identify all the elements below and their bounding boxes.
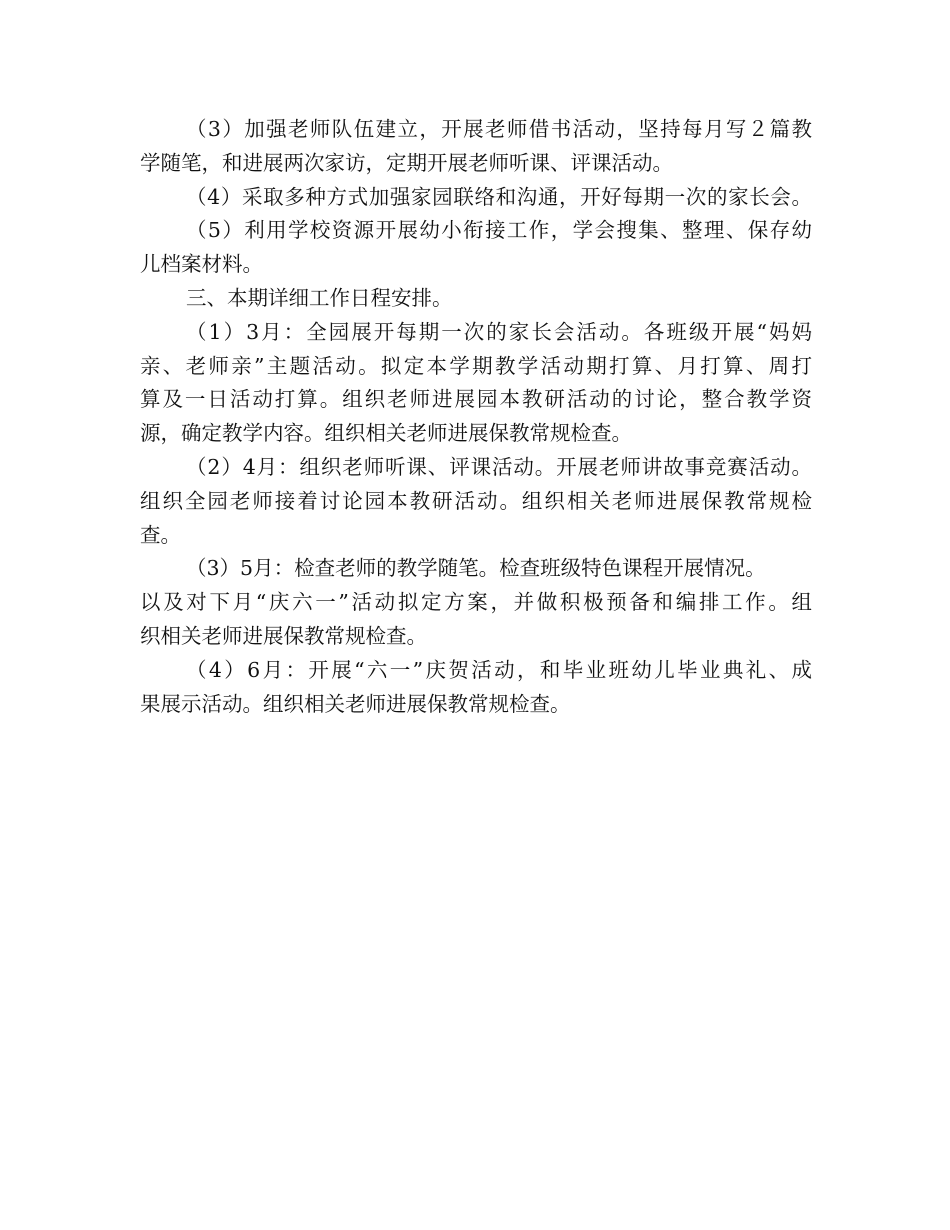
paragraph-line: 以及对下月“庆六一”活动拟定方案，并做积极预备和编排工作。组 [140,590,812,615]
paragraph-line: 查。 [140,522,181,547]
paragraph-line: 算及一日活动打算。组织老师进展园本教研活动的讨论，整合教学资 [140,387,812,412]
paragraph-line: 组织全园老师接着讨论园本教研活动。组织相关老师进展保教常规检 [140,488,812,513]
paragraph-line: （5）利用学校资源开展幼小衔接工作，学会搜集、整理、保存幼 [186,218,812,243]
paragraph-line: 儿档案材料。 [140,252,263,277]
paragraph-line: 学随笔，和进展两次家访，定期开展老师听课、评课活动。 [140,150,673,175]
paragraph-line: 源，确定教学内容。组织相关老师进展保教常规检查。 [140,421,632,446]
paragraph-line: 亲、老师亲”主题活动。拟定本学期教学活动期打算、月打算、周打 [140,353,812,378]
paragraph-line: （4）采取多种方式加强家园联络和沟通，开好每期一次的家长会。 [186,184,812,209]
section-heading: 三、本期详细工作日程安排。 [186,285,453,310]
paragraph-line: （3）5月：检查老师的教学随笔。检查班级特色课程开展情况。 [186,556,766,581]
paragraph-line: （1）3月：全园展开每期一次的家长会活动。各班级开展“妈妈 [186,319,812,344]
paragraph-line: 织相关老师进展保教常规检查。 [140,623,427,648]
body-text [140,113,812,721]
paragraph-line: （2）4月：组织老师听课、评课活动。开展老师讲故事竞赛活动。 [186,454,812,479]
paragraph-line: 果展示活动。组织相关老师进展保教常规检查。 [140,691,571,716]
paragraph-line: （4）6月：开展“六一”庆贺活动，和毕业班幼儿毕业典礼、成 [186,657,812,682]
paragraph-line: （3）加强老师队伍建立，开展老师借书活动，坚持每月写２篇教 [186,117,812,141]
